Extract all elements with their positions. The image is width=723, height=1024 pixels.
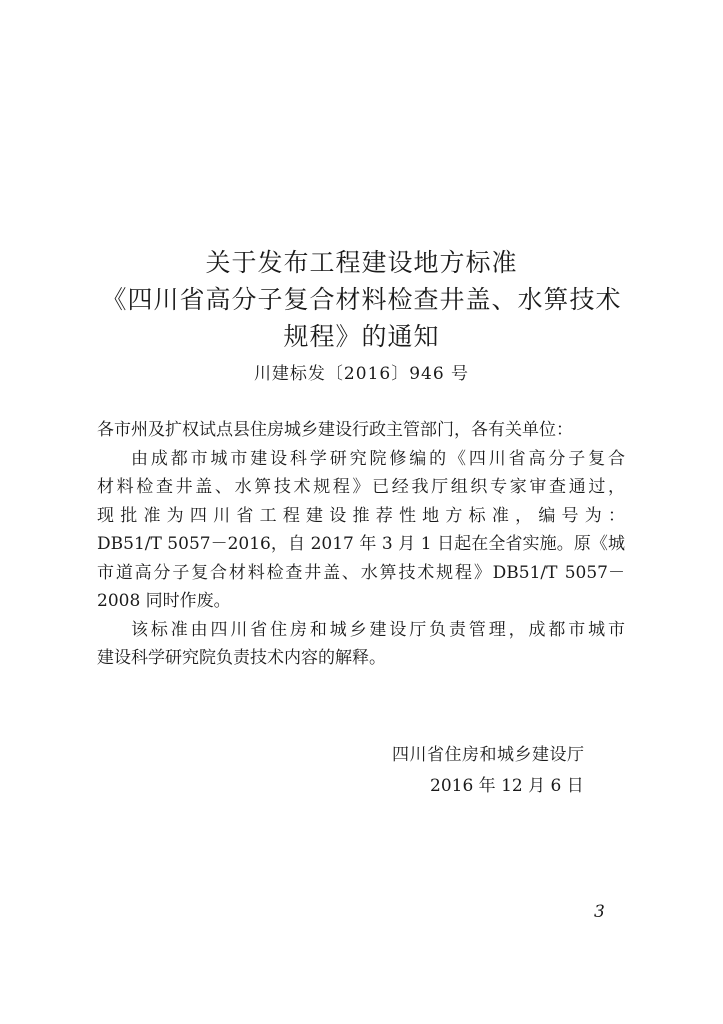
notice-body bbox=[97, 416, 625, 673]
paragraph-2-line-2: 建设科学研究院负责技术内容的解释。 bbox=[97, 648, 386, 668]
page-number: 3 bbox=[594, 902, 605, 922]
paragraph-1-line-5: 市道高分子复合材料检查井盖、水箅技术规程》DB51/T 5057－ bbox=[97, 562, 625, 583]
issue-date: 2016 年 12 月 6 日 bbox=[430, 776, 584, 796]
paragraph-2-line-1: 该标准由四川省住房和城乡建设厅负责管理，成都市城市 bbox=[131, 619, 625, 640]
title-line-1: 关于发布工程建设地方标准 bbox=[205, 248, 518, 277]
salutation-line: 各市州及扩权试点县住房城乡建设行政主管部门，各有关单位： bbox=[97, 420, 573, 440]
paragraph-1-line-6: 2008 同时作废。 bbox=[97, 591, 231, 611]
document-number: 川建标发〔2016〕946 号 bbox=[253, 364, 470, 384]
notice-title-block bbox=[0, 244, 723, 387]
title-line-3: 规程》的通知 bbox=[283, 322, 440, 351]
title-line-2: 《四川省高分子复合材料检查井盖、水箅技术 bbox=[101, 285, 622, 314]
issuing-organization: 四川省住房和城乡建设厅 bbox=[392, 745, 585, 765]
paragraph-1-line-2: 材料检查井盖、水箅技术规程》已经我厅组织专家审查通过， bbox=[97, 477, 625, 497]
paragraph-1-line-1: 由成都市城市建设科学研究院修编的《四川省高分子复合 bbox=[131, 448, 625, 469]
paragraph-1-line-4: DB51/T 5057－2016，自 2017 年 3 月 1 日起在全省实施。原《城 bbox=[97, 534, 625, 554]
paragraph-1-line-3: 现批准为四川省工程建设推荐性地方标准，编号为： bbox=[97, 505, 625, 526]
